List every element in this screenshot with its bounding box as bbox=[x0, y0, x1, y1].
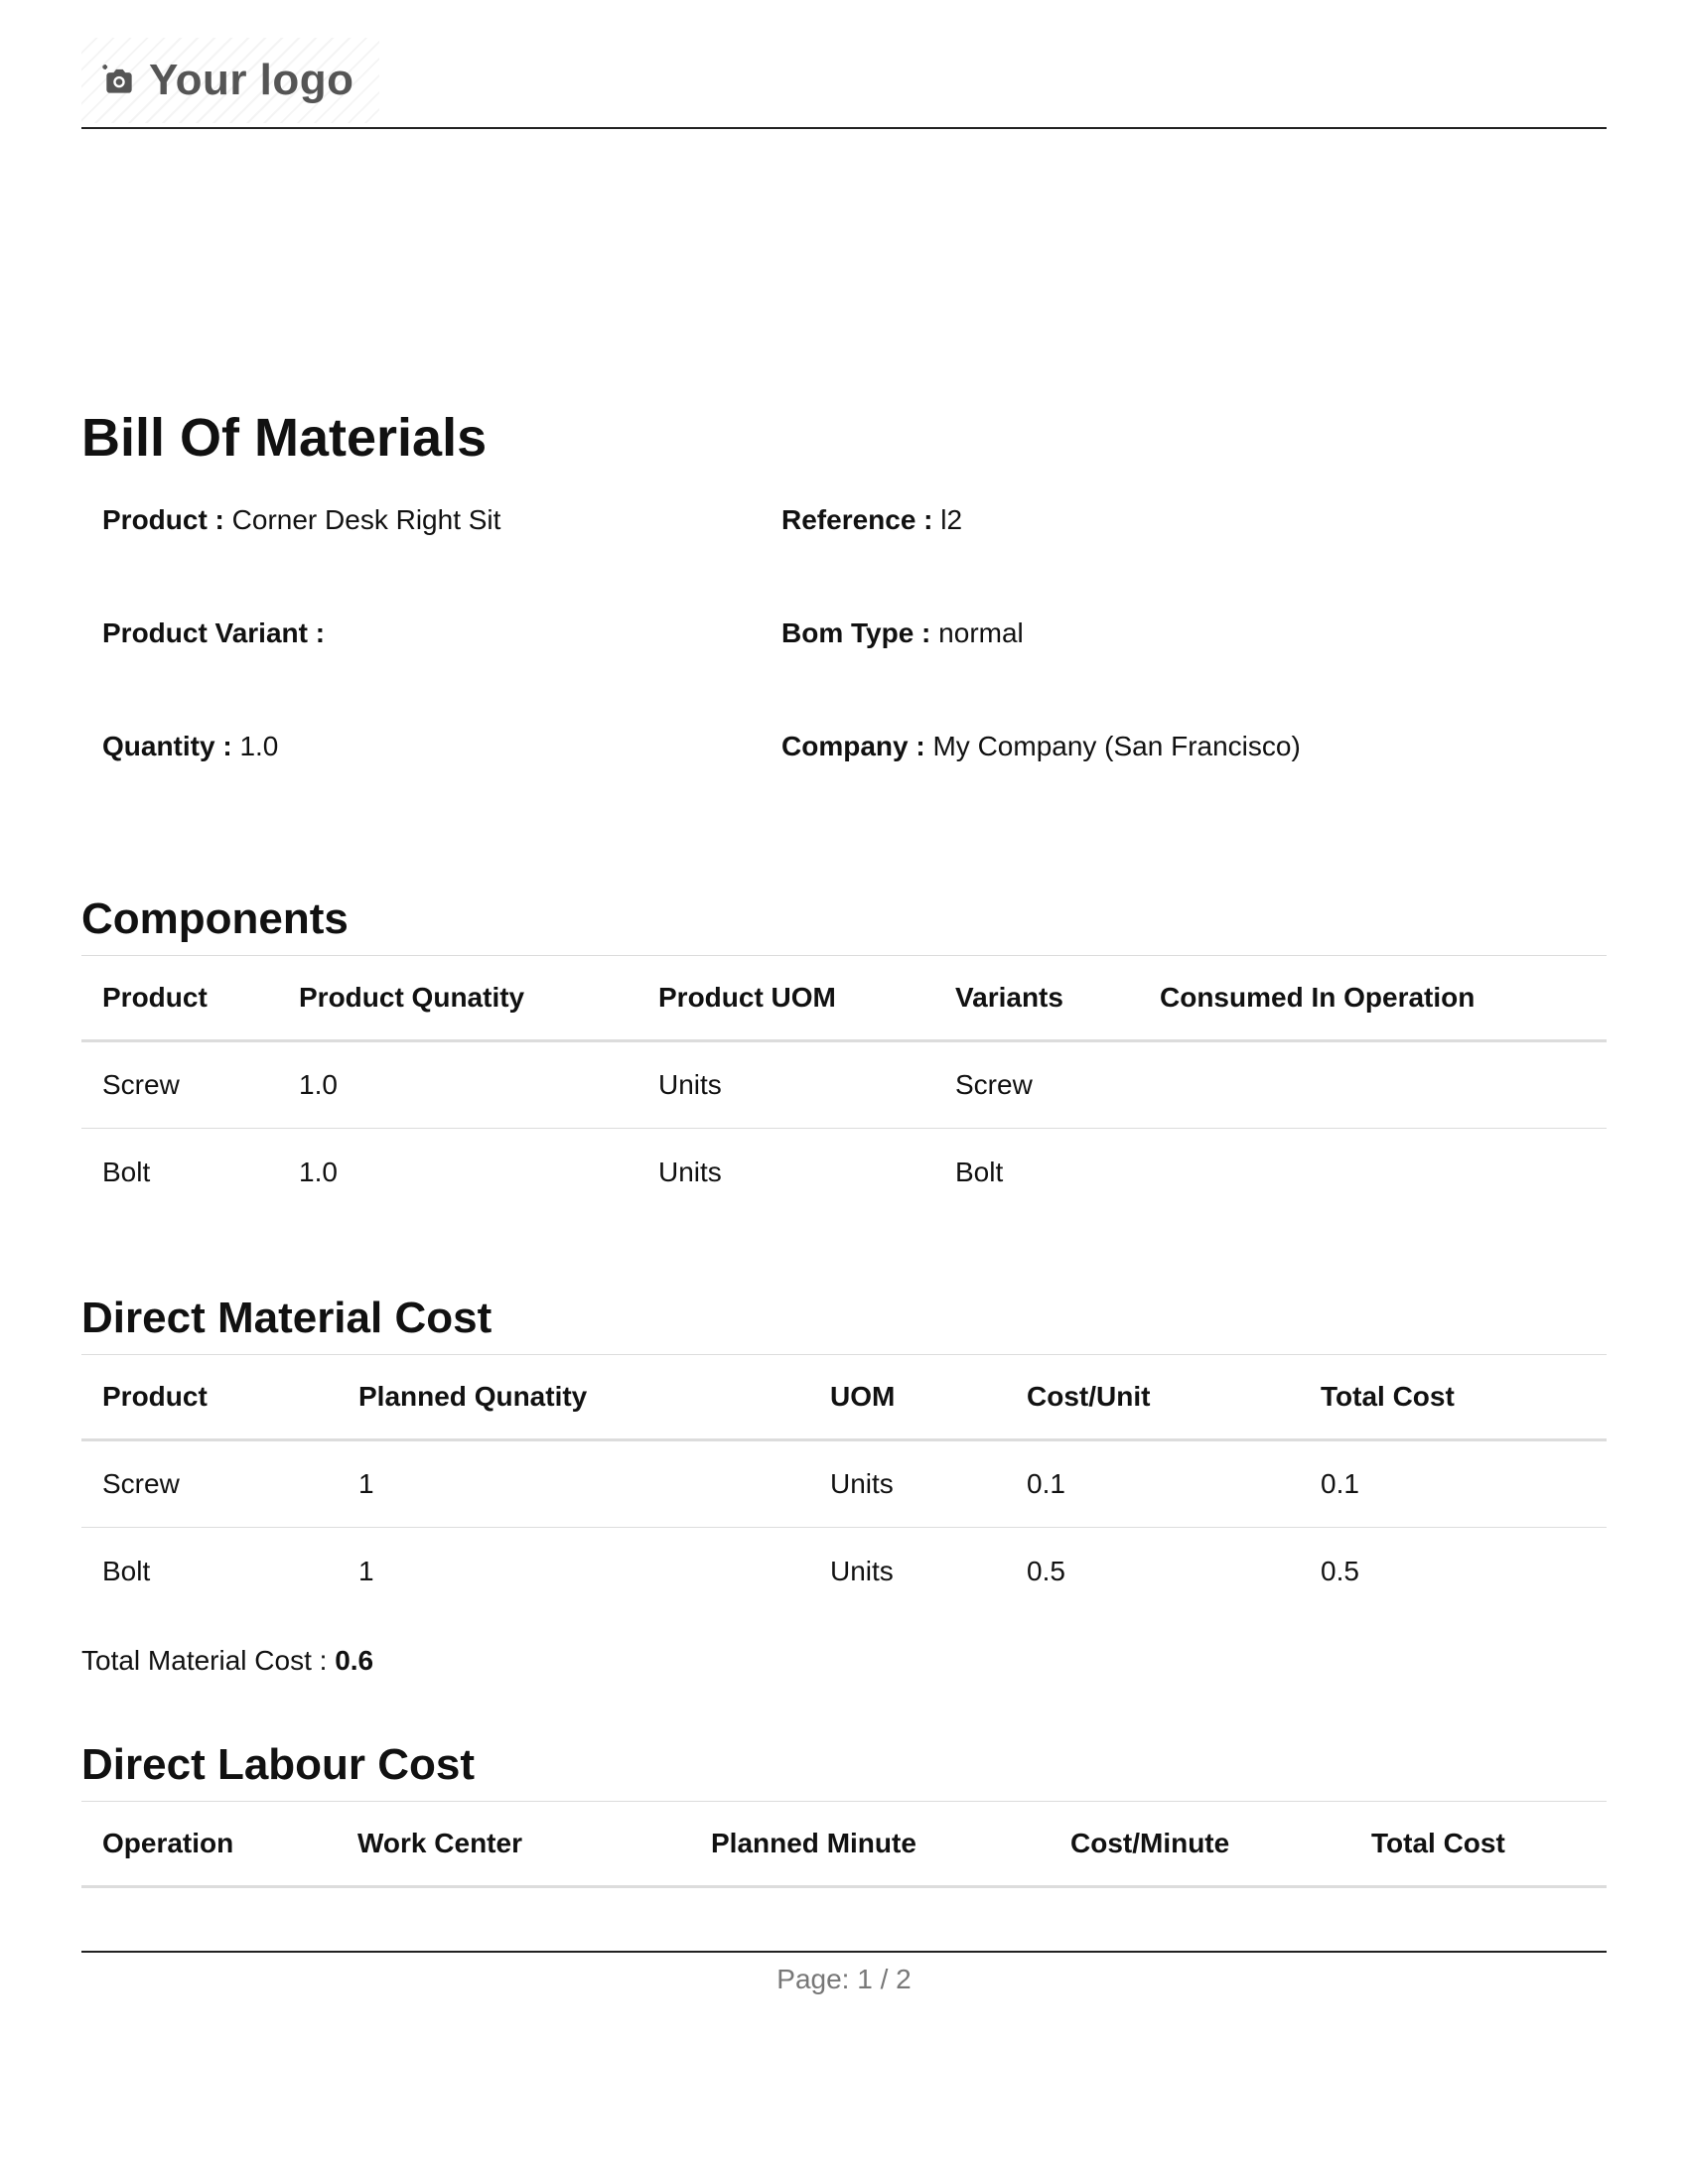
page-number: Page: 1 / 2 bbox=[776, 1964, 912, 1994]
product-field bbox=[102, 502, 500, 538]
column-header: Product bbox=[81, 956, 278, 1041]
bom-type-field bbox=[781, 615, 1024, 651]
table-cell: Bolt bbox=[102, 1156, 151, 1187]
table-header-row bbox=[81, 1802, 1607, 1887]
column-header: Total Cost bbox=[1300, 1355, 1607, 1440]
table-cell: Units bbox=[809, 1440, 1006, 1528]
table-cell: Units bbox=[637, 1041, 934, 1129]
table-cell: Screw bbox=[81, 1440, 338, 1528]
company-logo bbox=[81, 38, 379, 123]
column-header: Cost/Minute bbox=[1050, 1802, 1350, 1887]
components-title: Components bbox=[81, 894, 349, 943]
reference-field bbox=[781, 502, 962, 538]
document-title: Bill Of Materials bbox=[81, 408, 488, 468]
components-table bbox=[81, 955, 1607, 1216]
table-cell: 1.0 bbox=[299, 1156, 338, 1187]
table-cell: Bolt bbox=[955, 1156, 1004, 1187]
table-cell: 0.1 bbox=[1300, 1440, 1607, 1528]
table-row bbox=[81, 1440, 1607, 1528]
column-header: Planned Qunatity bbox=[338, 1355, 809, 1440]
company-field bbox=[781, 729, 1301, 764]
table-cell: 0.5 bbox=[1027, 1555, 1065, 1586]
column-header: Product UOM bbox=[637, 956, 934, 1041]
bom-type-label: Bom Type : bbox=[781, 617, 931, 648]
reference-label: Reference : bbox=[781, 504, 933, 535]
total-material-cost bbox=[81, 1643, 373, 1679]
column-header: Variants bbox=[934, 956, 1139, 1041]
logo-text: Your logo bbox=[149, 56, 354, 104]
table-cell bbox=[1139, 1041, 1607, 1129]
column-header: Product Qunatity bbox=[278, 956, 637, 1041]
column-header: Total Cost bbox=[1350, 1802, 1607, 1887]
reference-value: l2 bbox=[940, 504, 963, 535]
table-cell: Bolt bbox=[102, 1555, 151, 1586]
table-row bbox=[81, 1528, 1607, 1615]
footer-divider bbox=[81, 1951, 1607, 1953]
table-cell: 1 bbox=[358, 1555, 374, 1586]
table-cell: 1 bbox=[338, 1440, 809, 1528]
column-header: UOM bbox=[809, 1355, 1006, 1440]
quantity-label: Quantity : bbox=[102, 731, 232, 761]
total-material-cost-label: Total Material Cost : bbox=[81, 1645, 328, 1676]
material-cost-table bbox=[81, 1354, 1607, 1615]
table-cell bbox=[1139, 1129, 1607, 1216]
add-photo-icon bbox=[99, 61, 139, 100]
material-cost-title: Direct Material Cost bbox=[81, 1294, 492, 1342]
table-row bbox=[81, 1129, 1607, 1216]
bom-type-value: normal bbox=[938, 617, 1024, 648]
table-header-row bbox=[81, 1355, 1607, 1440]
company-value: My Company (San Francisco) bbox=[932, 731, 1301, 761]
table-cell: 1.0 bbox=[278, 1041, 637, 1129]
column-header: Cost/Unit bbox=[1006, 1355, 1300, 1440]
table-header-row bbox=[81, 956, 1607, 1041]
product-variant-label: Product Variant : bbox=[102, 617, 326, 648]
labour-cost-table bbox=[81, 1801, 1607, 1888]
column-header: Planned Minute bbox=[690, 1802, 1050, 1887]
company-label: Company : bbox=[781, 731, 925, 761]
column-header: Work Center bbox=[337, 1802, 690, 1887]
table-cell: Units bbox=[658, 1156, 722, 1187]
table-row bbox=[81, 1041, 1607, 1129]
product-label: Product : bbox=[102, 504, 224, 535]
product-variant-field bbox=[102, 615, 325, 651]
column-header: Product bbox=[81, 1355, 338, 1440]
table-cell: Screw bbox=[934, 1041, 1139, 1129]
page-header bbox=[81, 38, 1607, 129]
column-header: Operation bbox=[81, 1802, 337, 1887]
quantity-value: 1.0 bbox=[239, 731, 279, 761]
document-page bbox=[81, 0, 1607, 2184]
column-header: Consumed In Operation bbox=[1139, 956, 1607, 1041]
total-material-cost-value: 0.6 bbox=[335, 1645, 374, 1676]
table-cell: Screw bbox=[81, 1041, 278, 1129]
quantity-field bbox=[102, 729, 278, 764]
table-cell: 0.5 bbox=[1321, 1555, 1359, 1586]
table-cell: 0.1 bbox=[1006, 1440, 1300, 1528]
table-cell: Units bbox=[830, 1555, 894, 1586]
labour-cost-title: Direct Labour Cost bbox=[81, 1740, 476, 1789]
product-value: Corner Desk Right Sit bbox=[231, 504, 501, 535]
